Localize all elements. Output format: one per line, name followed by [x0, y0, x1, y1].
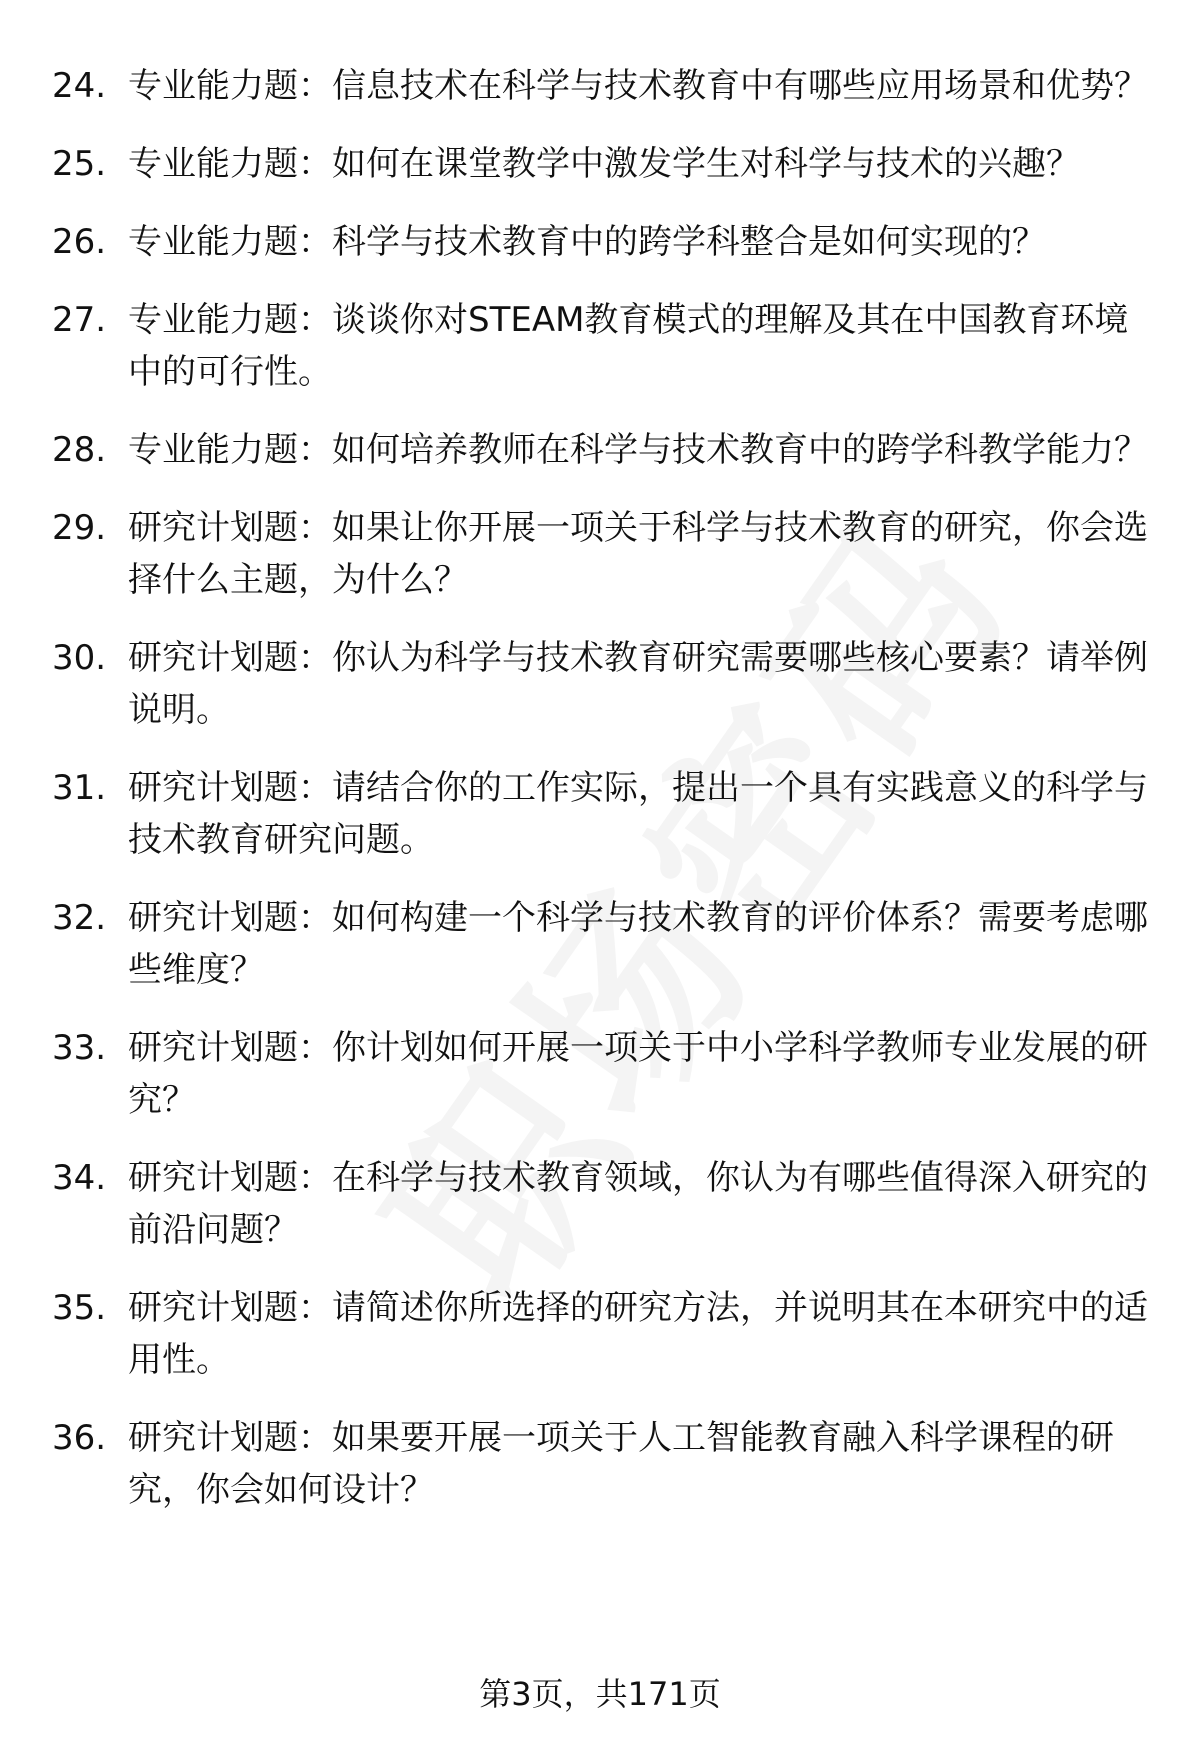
question-number: 28.: [52, 430, 107, 470]
question-number: 27.: [52, 300, 107, 340]
question-item: [52, 1282, 1162, 1386]
question-text: 研究计划题：你认为科学与技术教育研究需要哪些核心要素？请举例说明。: [128, 638, 1148, 730]
question-text: 专业能力题：如何培养教师在科学与技术教育中的跨学科教学能力？: [128, 430, 1148, 470]
question-number: 36.: [52, 1418, 107, 1458]
question-text: 研究计划题：请结合你的工作实际，提出一个具有实践意义的科学与技术教育研究问题。: [128, 768, 1148, 860]
question-item: [52, 138, 1162, 190]
question-text: 研究计划题：如何构建一个科学与技术教育的评价体系？需要考虑哪些维度？: [128, 898, 1148, 990]
question-item: [52, 294, 1162, 398]
question-text: 专业能力题：如何在课堂教学中激发学生对科学与技术的兴趣？: [128, 144, 1080, 184]
question-list: [52, 60, 1162, 1542]
question-text: 研究计划题：请简述你所选择的研究方法，并说明其在本研究中的适用性。: [128, 1288, 1148, 1380]
question-number: 30.: [52, 638, 107, 678]
question-item: [52, 216, 1162, 268]
question-number: 34.: [52, 1158, 107, 1198]
question-item: [52, 1152, 1162, 1256]
question-text: 专业能力题：科学与技术教育中的跨学科整合是如何实现的？: [128, 222, 1046, 262]
question-text: 研究计划题：你计划如何开展一项关于中小学科学教师专业发展的研究？: [128, 1028, 1148, 1120]
question-number: 24.: [52, 66, 107, 106]
question-item: [52, 632, 1162, 736]
question-item: [52, 424, 1162, 476]
page-number-footer: 第3页，共171页: [479, 1675, 721, 1713]
question-number: 25.: [52, 144, 107, 184]
question-text: 研究计划题：在科学与技术教育领域，你认为有哪些值得深入研究的前沿问题？: [128, 1158, 1148, 1250]
question-number: 31.: [52, 768, 107, 808]
question-item: [52, 502, 1162, 606]
question-item: [52, 1022, 1162, 1126]
question-number: 29.: [52, 508, 107, 548]
question-item: [52, 892, 1162, 996]
question-text: 研究计划题：如果让你开展一项关于科学与技术教育的研究，你会选择什么主题，为什么？: [128, 508, 1148, 600]
question-item: [52, 762, 1162, 866]
question-number: 35.: [52, 1288, 107, 1328]
question-text: 研究计划题：如果要开展一项关于人工智能教育融入科学课程的研究，你会如何设计？: [128, 1418, 1114, 1510]
question-item: [52, 1412, 1162, 1516]
question-item: [52, 60, 1162, 112]
question-number: 33.: [52, 1028, 107, 1068]
question-text: 专业能力题：谈谈你对STEAM教育模式的理解及其在中国教育环境中的可行性。: [128, 300, 1129, 392]
question-text: 专业能力题：信息技术在科学与技术教育中有哪些应用场景和优势？: [128, 66, 1148, 106]
question-number: 32.: [52, 898, 107, 938]
question-number: 26.: [52, 222, 107, 262]
